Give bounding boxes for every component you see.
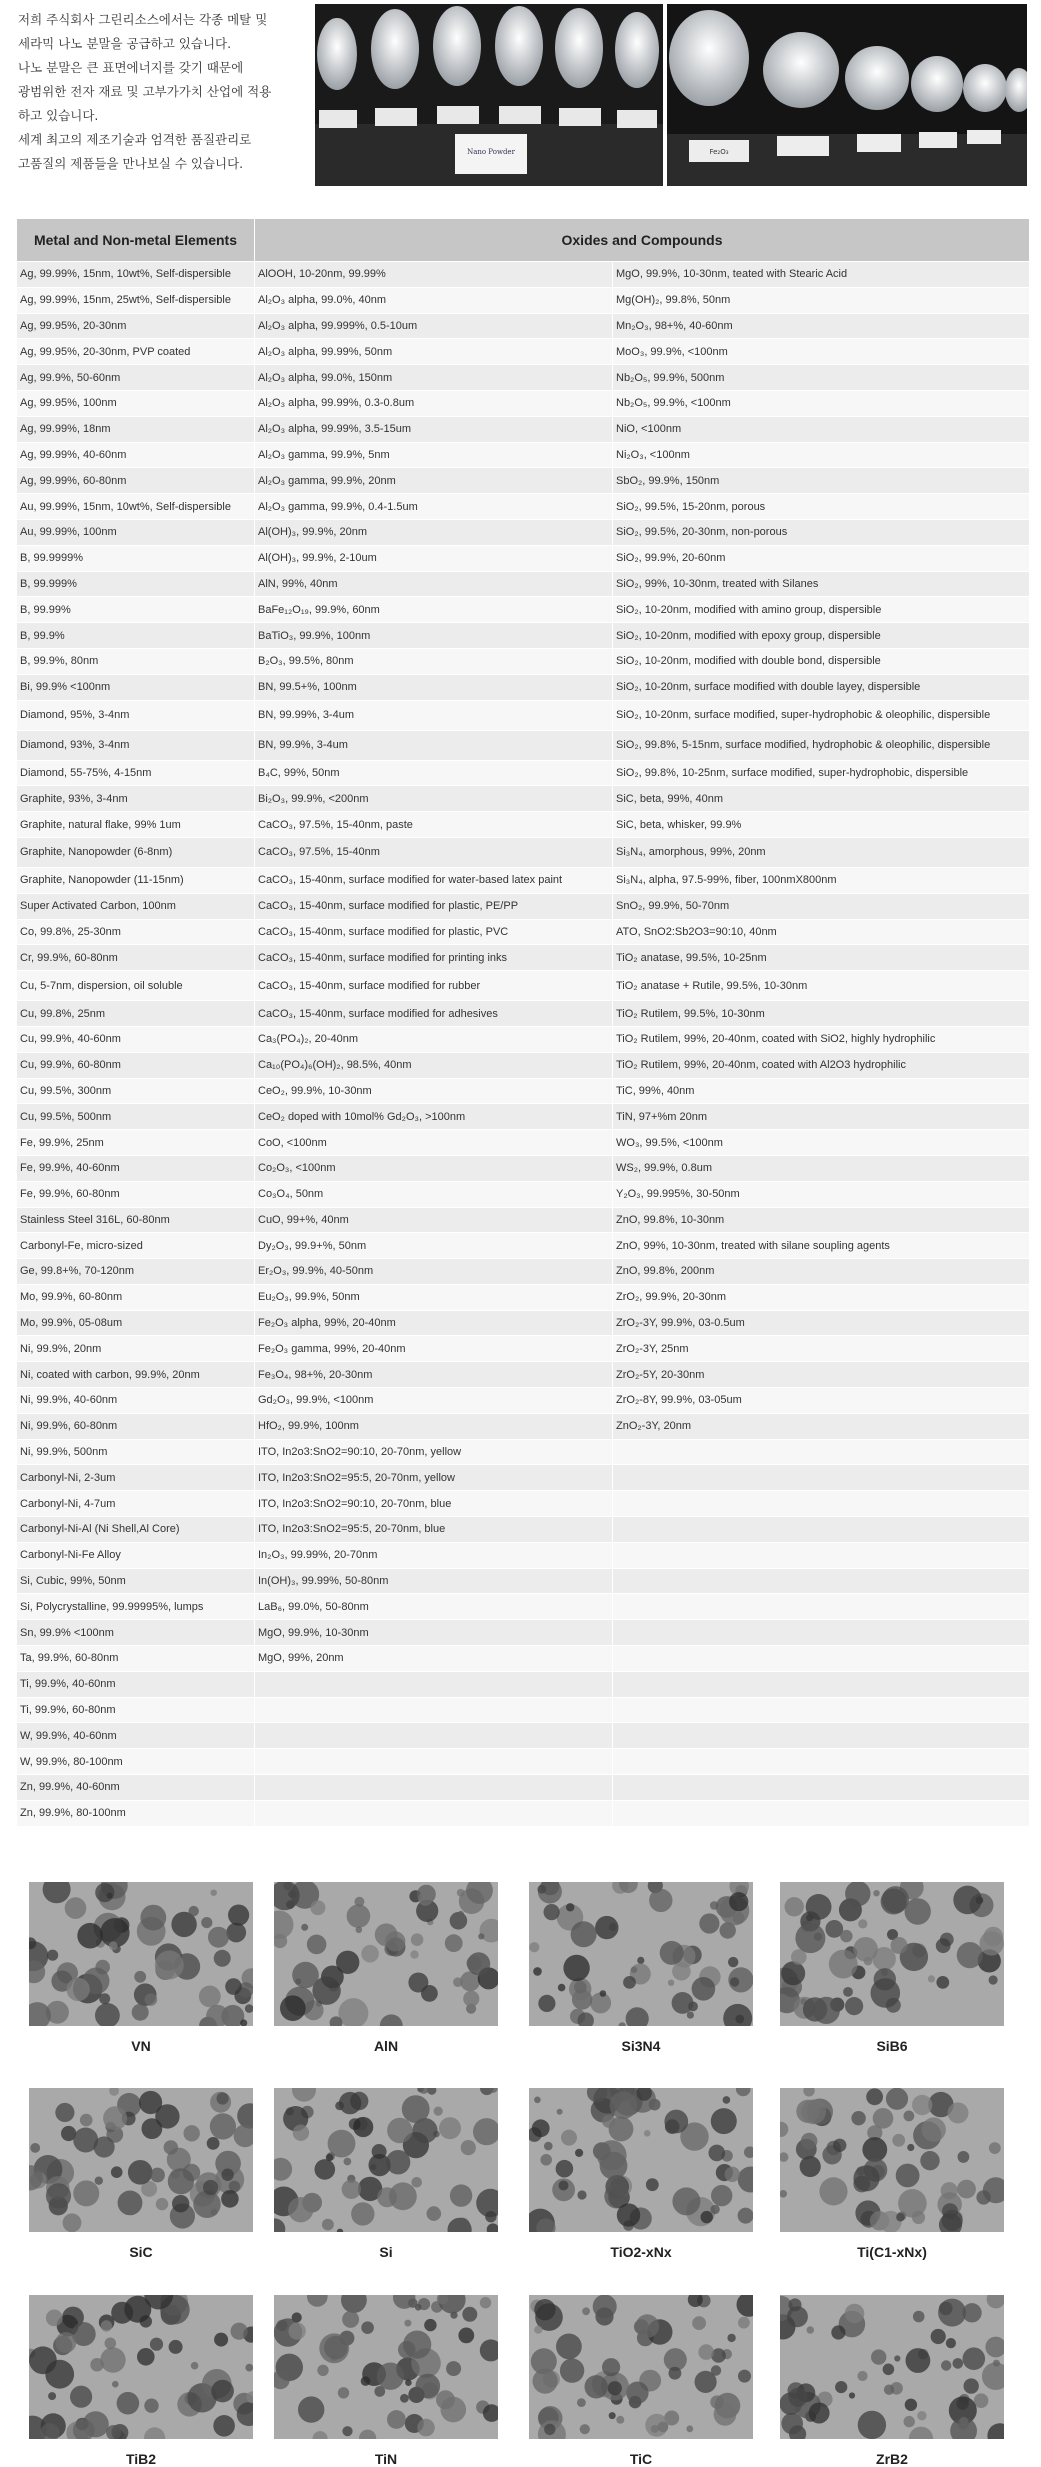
table-row	[17, 1775, 1030, 1801]
metal-element-cell: Carbonyl-Ni, 2-3um	[17, 1465, 255, 1491]
oxide-cell-b	[613, 1620, 1030, 1646]
table-row	[17, 1259, 1030, 1285]
oxide-cell-a: ITO, In2o3:SnO2=90:10, 20-70nm, blue	[255, 1491, 613, 1517]
metal-element-cell: Diamond, 95%, 3-4nm	[17, 700, 255, 730]
table-row	[17, 1800, 1030, 1826]
metal-element-cell: Carbonyl-Ni-Al (Ni Shell,Al Core)	[17, 1517, 255, 1543]
oxide-cell-b: Si₃N₄, alpha, 97.5-99%, fiber, 100nmX800nm	[613, 867, 1030, 893]
header-metal-elements: Metal and Non-metal Elements	[17, 219, 255, 262]
metal-element-cell: Ag, 99.99%, 15nm, 25wt%, Self-dispersible	[17, 287, 255, 313]
table-row	[17, 1749, 1030, 1775]
oxide-cell-b: ZnO, 99.8%, 200nm	[613, 1259, 1030, 1285]
metal-element-cell: Ni, 99.9%, 60-80nm	[17, 1413, 255, 1439]
oxide-cell-b	[613, 1800, 1030, 1826]
oxide-cell-b: MoO₃, 99.9%, <100nm	[613, 339, 1030, 365]
oxide-cell-a: Fe₂O₃ alpha, 99%, 20-40nm	[255, 1310, 613, 1336]
table-row	[17, 287, 1030, 313]
oxide-cell-a: CaCO₃, 15-40nm, surface modified for plastic, PE/PP	[255, 893, 613, 919]
oxide-cell-b: TiN, 97+%m 20nm	[613, 1104, 1030, 1130]
oxide-cell-b: ZrO₂-3Y, 99.9%, 03-0.5um	[613, 1310, 1030, 1336]
photo-label: Nano Powder	[467, 148, 515, 156]
table-row	[17, 1413, 1030, 1439]
oxide-cell-b: ZnO₂-3Y, 20nm	[613, 1413, 1030, 1439]
tem-caption: SiC	[129, 2244, 153, 2260]
tem-micrograph	[529, 2295, 753, 2439]
oxide-cell-b	[613, 1542, 1030, 1568]
metal-element-cell: B, 99.9999%	[17, 545, 255, 571]
oxide-cell-a: CaCO₃, 15-40nm, surface modified for plastic, PVC	[255, 919, 613, 945]
oxide-cell-a: Er₂O₃, 99.9%, 40-50nm	[255, 1259, 613, 1285]
table-row	[17, 812, 1030, 838]
table-row	[17, 494, 1030, 520]
oxide-cell-b: SiO₂, 10-20nm, surface modified, super-hydrophobic & oleophilic, dispersible	[613, 700, 1030, 730]
table-row	[17, 1568, 1030, 1594]
table-row	[17, 1233, 1030, 1259]
metal-element-cell: Carbonyl-Ni, 4-7um	[17, 1491, 255, 1517]
oxide-cell-b: ZnO, 99.8%, 10-30nm	[613, 1207, 1030, 1233]
oxide-cell-a: In(OH)₃, 99.99%, 50-80nm	[255, 1568, 613, 1594]
metal-element-cell: Ni, 99.9%, 20nm	[17, 1336, 255, 1362]
oxide-cell-a: Al₂O₃ alpha, 99.99%, 50nm	[255, 339, 613, 365]
oxide-cell-b: Mn₂O₃, 98+%, 40-60nm	[613, 313, 1030, 339]
tem-micrograph	[780, 2295, 1004, 2439]
table-row	[17, 893, 1030, 919]
metal-element-cell: Au, 99.99%, 100nm	[17, 519, 255, 545]
oxide-cell-a: Eu₂O₃, 99.9%, 50nm	[255, 1284, 613, 1310]
tem-micrograph	[529, 1882, 753, 2026]
oxide-cell-b: ZnO, 99%, 10-30nm, treated with silane soupling agents	[613, 1233, 1030, 1259]
metal-element-cell: Fe, 99.9%, 25nm	[17, 1130, 255, 1156]
oxide-cell-b: ATO, SnO2:Sb2O3=90:10, 40nm	[613, 919, 1030, 945]
metal-element-cell: Ta, 99.9%, 60-80nm	[17, 1646, 255, 1672]
table-row	[17, 1465, 1030, 1491]
oxide-cell-a: Co₂O₃, <100nm	[255, 1155, 613, 1181]
oxide-cell-a: BN, 99.9%, 3-4um	[255, 730, 613, 760]
oxide-cell-a: Al₂O₃ alpha, 99.99%, 3.5-15um	[255, 416, 613, 442]
metal-element-cell: Cu, 99.5%, 500nm	[17, 1104, 255, 1130]
metal-element-cell: Ag, 99.99%, 60-80nm	[17, 468, 255, 494]
table-row	[17, 648, 1030, 674]
metal-element-cell: Bi, 99.9% <100nm	[17, 674, 255, 700]
table-row	[17, 867, 1030, 893]
table-row	[17, 313, 1030, 339]
oxide-cell-b	[613, 1568, 1030, 1594]
oxide-cell-a	[255, 1800, 613, 1826]
oxide-cell-a	[255, 1723, 613, 1749]
oxide-cell-b: SnO₂, 99.9%, 50-70nm	[613, 893, 1030, 919]
tem-image-card	[780, 2295, 1004, 2467]
oxide-cell-a: B₂O₃, 99.5%, 80nm	[255, 648, 613, 674]
oxide-cell-b: SiO₂, 99.8%, 5-15nm, surface modified, hydrophobic & oleophilic, dispersible	[613, 730, 1030, 760]
oxide-cell-a: Al(OH)₃, 99.9%, 20nm	[255, 519, 613, 545]
metal-element-cell: Stainless Steel 316L, 60-80nm	[17, 1207, 255, 1233]
oxide-cell-a: ITO, In2o3:SnO2=90:10, 20-70nm, yellow	[255, 1439, 613, 1465]
metal-element-cell: Ag, 99.9%, 50-60nm	[17, 365, 255, 391]
table-row	[17, 1388, 1030, 1414]
table-row	[17, 571, 1030, 597]
metal-element-cell: B, 99.999%	[17, 571, 255, 597]
intro-line: 하고 있습니다.	[18, 108, 99, 123]
tem-image-card	[780, 1882, 1004, 2054]
oxide-cell-a: Fe₂O₃ gamma, 99%, 20-40nm	[255, 1336, 613, 1362]
metal-element-cell: Zn, 99.9%, 40-60nm	[17, 1775, 255, 1801]
metal-element-cell: Ti, 99.9%, 60-80nm	[17, 1697, 255, 1723]
tem-micrograph	[529, 2088, 753, 2232]
table-row	[17, 1104, 1030, 1130]
metal-element-cell: Cu, 99.5%, 300nm	[17, 1078, 255, 1104]
oxide-cell-b	[613, 1775, 1030, 1801]
table-row	[17, 545, 1030, 571]
metal-element-cell: Ag, 99.99%, 40-60nm	[17, 442, 255, 468]
intro-line: 세라믹 나노 분말을 공급하고 있습니다.	[18, 36, 232, 51]
oxide-cell-b	[613, 1491, 1030, 1517]
oxide-cell-b	[613, 1749, 1030, 1775]
oxide-cell-b	[613, 1465, 1030, 1491]
metal-element-cell: Fe, 99.9%, 60-80nm	[17, 1181, 255, 1207]
oxide-cell-b	[613, 1723, 1030, 1749]
metal-element-cell: Carbonyl-Ni-Fe Alloy	[17, 1542, 255, 1568]
table-row	[17, 1723, 1030, 1749]
oxide-cell-b: NiO, <100nm	[613, 416, 1030, 442]
tem-image-card	[529, 1882, 753, 2054]
table-row	[17, 919, 1030, 945]
table-row	[17, 442, 1030, 468]
metal-element-cell: Ni, coated with carbon, 99.9%, 20nm	[17, 1362, 255, 1388]
tem-caption: TiO2-xNx	[610, 2244, 672, 2260]
tem-image-card	[780, 2088, 1004, 2260]
metal-element-cell: B, 99.9%	[17, 623, 255, 649]
table-row	[17, 730, 1030, 760]
metal-element-cell: Ge, 99.8+%, 70-120nm	[17, 1259, 255, 1285]
table-row	[17, 1491, 1030, 1517]
oxide-cell-a: CaCO₃, 97.5%, 15-40nm	[255, 837, 613, 867]
tem-micrograph	[780, 2088, 1004, 2232]
table-row	[17, 700, 1030, 730]
powder-jars-photo-right	[667, 4, 1027, 186]
table-row	[17, 1362, 1030, 1388]
oxide-cell-b: Ni₂O₃, <100nm	[613, 442, 1030, 468]
table-row	[17, 519, 1030, 545]
oxide-cell-a: Al₂O₃ gamma, 99.9%, 5nm	[255, 442, 613, 468]
oxide-cell-b: SiC, beta, 99%, 40nm	[613, 786, 1030, 812]
oxide-cell-a: CaCO₃, 15-40nm, surface modified for adhesives	[255, 1001, 613, 1027]
oxide-cell-a: Co₃O₄, 50nm	[255, 1181, 613, 1207]
oxide-cell-b: SiO₂, 10-20nm, modified with epoxy group, dispersible	[613, 623, 1030, 649]
metal-element-cell: Ag, 99.99%, 15nm, 10wt%, Self-dispersible	[17, 262, 255, 288]
tem-caption: AlN	[373, 2038, 399, 2054]
photo-label-right: Fe₂O₃	[709, 148, 729, 156]
oxide-cell-a: BN, 99.5+%, 100nm	[255, 674, 613, 700]
table-row	[17, 390, 1030, 416]
table-row	[17, 1001, 1030, 1027]
oxide-cell-a: Al₂O₃ gamma, 99.9%, 0.4-1.5um	[255, 494, 613, 520]
tem-micrograph	[780, 1882, 1004, 2026]
table-row	[17, 1310, 1030, 1336]
table-row	[17, 1284, 1030, 1310]
table-row	[17, 1155, 1030, 1181]
oxide-cell-b: Nb₂O₅, 99.9%, <100nm	[613, 390, 1030, 416]
table-row	[17, 760, 1030, 786]
intro-line: 고품질의 제품들을 만나보실 수 있습니다.	[18, 156, 244, 171]
tem-image-card	[29, 2295, 253, 2467]
tem-micrograph	[29, 2295, 253, 2439]
metal-element-cell: Super Activated Carbon, 100nm	[17, 893, 255, 919]
oxide-cell-b: SiO₂, 99.5%, 20-30nm, non-porous	[613, 519, 1030, 545]
metal-element-cell: Cr, 99.9%, 60-80nm	[17, 945, 255, 971]
oxide-cell-b: ZrO₂-3Y, 25nm	[613, 1336, 1030, 1362]
table-row	[17, 1646, 1030, 1672]
oxide-cell-a: MgO, 99%, 20nm	[255, 1646, 613, 1672]
oxide-cell-b: ZrO₂, 99.9%, 20-30nm	[613, 1284, 1030, 1310]
metal-element-cell: Ag, 99.95%, 100nm	[17, 390, 255, 416]
oxide-cell-a: Fe₃O₄, 98+%, 20-30nm	[255, 1362, 613, 1388]
table-row	[17, 416, 1030, 442]
tem-image-card	[529, 2295, 753, 2467]
oxide-cell-b: MgO, 99.9%, 10-30nm, teated with Stearic Acid	[613, 262, 1030, 288]
oxide-cell-b: SiO₂, 10-20nm, modified with double bond, dispersible	[613, 648, 1030, 674]
metal-element-cell: Co, 99.8%, 25-30nm	[17, 919, 255, 945]
metal-element-cell: Diamond, 93%, 3-4nm	[17, 730, 255, 760]
oxide-cell-b	[613, 1697, 1030, 1723]
oxide-cell-b: TiO₂ Rutilem, 99.5%, 10-30nm	[613, 1001, 1030, 1027]
oxide-cell-b: SiO₂, 10-20nm, modified with amino group, dispersible	[613, 597, 1030, 623]
metal-element-cell: Graphite, 93%, 3-4nm	[17, 786, 255, 812]
tem-micrograph	[29, 1882, 253, 2026]
oxide-cell-b: SbO₂, 99.9%, 150nm	[613, 468, 1030, 494]
tem-caption: SiB6	[876, 2038, 908, 2054]
oxide-cell-b: SiO₂, 99%, 10-30nm, treated with Silanes	[613, 571, 1030, 597]
oxide-cell-b: SiC, beta, whisker, 99.9%	[613, 812, 1030, 838]
table-row	[17, 365, 1030, 391]
oxide-cell-a: Gd₂O₃, 99.9%, <100nm	[255, 1388, 613, 1414]
oxide-cell-a: Al(OH)₃, 99.9%, 2-10um	[255, 545, 613, 571]
oxide-cell-b	[613, 1671, 1030, 1697]
oxide-cell-b: ZrO₂-8Y, 99.9%, 03-05um	[613, 1388, 1030, 1414]
metal-element-cell: Cu, 99.9%, 40-60nm	[17, 1026, 255, 1052]
oxide-cell-a: BN, 99.99%, 3-4um	[255, 700, 613, 730]
tem-caption: TiB2	[125, 2451, 157, 2467]
oxide-cell-b	[613, 1646, 1030, 1672]
table-row	[17, 1697, 1030, 1723]
intro-line: 광범위한 전자 재료 및 고부가가치 산업에 적용	[18, 84, 272, 99]
oxide-cell-a: Ca₃(PO₄)₂, 20-40nm	[255, 1026, 613, 1052]
metal-element-cell: Ag, 99.95%, 20-30nm	[17, 313, 255, 339]
tem-caption: Ti(C1-xNx)	[857, 2244, 927, 2260]
oxide-cell-b: TiC, 99%, 40nm	[613, 1078, 1030, 1104]
intro-text	[18, 8, 313, 176]
oxide-cell-a: Al₂O₃ gamma, 99.9%, 20nm	[255, 468, 613, 494]
intro-line: 나노 분말은 큰 표면에너지를 갖기 때문에	[18, 60, 244, 75]
tem-micrograph	[29, 2088, 253, 2232]
oxide-cell-a: ITO, In2o3:SnO2=95:5, 20-70nm, blue	[255, 1517, 613, 1543]
tem-image-card	[529, 2088, 753, 2260]
tem-caption: ZrB2	[876, 2451, 908, 2467]
metal-element-cell: W, 99.9%, 40-60nm	[17, 1723, 255, 1749]
oxide-cell-b: WO₃, 99.5%, <100nm	[613, 1130, 1030, 1156]
oxide-cell-a	[255, 1775, 613, 1801]
oxide-cell-b: TiO₂ Rutilem, 99%, 20-40nm, coated with Al2O3 hydrophilic	[613, 1052, 1030, 1078]
metal-element-cell: W, 99.9%, 80-100nm	[17, 1749, 255, 1775]
oxide-cell-a: CeO₂, 99.9%, 10-30nm	[255, 1078, 613, 1104]
oxide-cell-a	[255, 1697, 613, 1723]
tem-micrograph	[274, 2295, 498, 2439]
oxide-cell-b: SiO₂, 99.8%, 10-25nm, surface modified, super-hydrophobic, dispersible	[613, 760, 1030, 786]
metal-element-cell: Si, Polycrystalline, 99.99995%, lumps	[17, 1594, 255, 1620]
table-row	[17, 1078, 1030, 1104]
oxide-cell-b	[613, 1594, 1030, 1620]
metal-element-cell: Ni, 99.9%, 40-60nm	[17, 1388, 255, 1414]
powder-jars-photo-left	[315, 4, 663, 186]
metal-element-cell: Ni, 99.9%, 500nm	[17, 1439, 255, 1465]
oxide-cell-a: LaB₆, 99.0%, 50-80nm	[255, 1594, 613, 1620]
table-row	[17, 262, 1030, 288]
metal-element-cell: B, 99.9%, 80nm	[17, 648, 255, 674]
table-row	[17, 1207, 1030, 1233]
oxide-cell-a: Ca₁₀(PO₄)₆(OH)₂, 98.5%, 40nm	[255, 1052, 613, 1078]
oxide-cell-b: SiO₂, 10-20nm, surface modified with double layey, dispersible	[613, 674, 1030, 700]
oxide-cell-a: CaCO₃, 15-40nm, surface modified for rubber	[255, 971, 613, 1001]
oxide-cell-a: Bi₂O₃, 99.9%, <200nm	[255, 786, 613, 812]
tem-caption: TiN	[374, 2451, 398, 2467]
metal-element-cell: Ag, 99.99%, 18nm	[17, 416, 255, 442]
oxide-cell-b: TiO₂ Rutilem, 99%, 20-40nm, coated with SiO2, highly hydrophilic	[613, 1026, 1030, 1052]
oxide-cell-a: Dy₂O₃, 99.9+%, 50nm	[255, 1233, 613, 1259]
table-row	[17, 623, 1030, 649]
oxide-cell-a: HfO₂, 99.9%, 100nm	[255, 1413, 613, 1439]
oxide-cell-b: WS₂, 99.9%, 0.8um	[613, 1155, 1030, 1181]
oxide-cell-b: TiO₂ anatase + Rutile, 99.5%, 10-30nm	[613, 971, 1030, 1001]
intro-line: 세계 최고의 제조기술과 엄격한 품질관리로	[18, 132, 252, 147]
tem-image-card	[29, 1882, 253, 2054]
oxide-cell-a: B₄C, 99%, 50nm	[255, 760, 613, 786]
oxide-cell-a: CaCO₃, 15-40nm, surface modified for water-based latex paint	[255, 867, 613, 893]
table-row	[17, 597, 1030, 623]
metal-element-cell: Ti, 99.9%, 40-60nm	[17, 1671, 255, 1697]
metal-element-cell: Cu, 99.9%, 60-80nm	[17, 1052, 255, 1078]
table-row	[17, 1594, 1030, 1620]
table-row	[17, 971, 1030, 1001]
oxide-cell-a: Al₂O₃ alpha, 99.999%, 0.5-10um	[255, 313, 613, 339]
oxide-cell-b: Y₂O₃, 99.995%, 30-50nm	[613, 1181, 1030, 1207]
oxide-cell-a: AlOOH, 10-20nm, 99.99%	[255, 262, 613, 288]
oxide-cell-a: CeO₂ doped with 10mol% Gd₂O₃, >100nm	[255, 1104, 613, 1130]
oxide-cell-b	[613, 1439, 1030, 1465]
table-row	[17, 945, 1030, 971]
table-row	[17, 1130, 1030, 1156]
table-row	[17, 1026, 1030, 1052]
metal-element-cell: Mo, 99.9%, 60-80nm	[17, 1284, 255, 1310]
oxide-cell-b: SiO₂, 99.5%, 15-20nm, porous	[613, 494, 1030, 520]
oxide-cell-a: Al₂O₃ alpha, 99.0%, 40nm	[255, 287, 613, 313]
table-row	[17, 1542, 1030, 1568]
tem-image-card	[274, 2088, 498, 2260]
metal-element-cell: Mo, 99.9%, 05-08um	[17, 1310, 255, 1336]
tem-caption: VN	[131, 2038, 151, 2054]
table-row	[17, 786, 1030, 812]
metal-element-cell: Ag, 99.95%, 20-30nm, PVP coated	[17, 339, 255, 365]
oxide-cell-b: Mg(OH)₂, 99.8%, 50nm	[613, 287, 1030, 313]
oxide-cell-a: BaFe₁₂O₁₉, 99.9%, 60nm	[255, 597, 613, 623]
oxide-cell-b: SiO₂, 99.9%, 20-60nm	[613, 545, 1030, 571]
metal-element-cell: Au, 99.99%, 15nm, 10wt%, Self-dispersible	[17, 494, 255, 520]
oxide-cell-a	[255, 1671, 613, 1697]
table-row	[17, 1181, 1030, 1207]
tem-image-card	[274, 2295, 498, 2467]
oxide-cell-b: Si₃N₄, amorphous, 99%, 20nm	[613, 837, 1030, 867]
oxide-cell-b	[613, 1517, 1030, 1543]
oxide-cell-a: CaCO₃, 97.5%, 15-40nm, paste	[255, 812, 613, 838]
metal-element-cell: Cu, 5-7nm, dispersion, oil soluble	[17, 971, 255, 1001]
metal-element-cell: B, 99.99%	[17, 597, 255, 623]
table-row	[17, 1336, 1030, 1362]
oxide-cell-a: AlN, 99%, 40nm	[255, 571, 613, 597]
tem-caption: TiC	[629, 2451, 653, 2467]
oxide-cell-b: Nb₂O₅, 99.9%, 500nm	[613, 365, 1030, 391]
oxide-cell-a: BaTiO₃, 99.9%, 100nm	[255, 623, 613, 649]
table-row	[17, 339, 1030, 365]
table-row	[17, 1517, 1030, 1543]
oxide-cell-b: TiO₂ anatase, 99.5%, 10-25nm	[613, 945, 1030, 971]
metal-element-cell: Graphite, Nanopowder (6-8nm)	[17, 837, 255, 867]
metal-element-cell: Sn, 99.9% <100nm	[17, 1620, 255, 1646]
oxide-cell-a: Al₂O₃ alpha, 99.0%, 150nm	[255, 365, 613, 391]
table-row	[17, 674, 1030, 700]
metal-element-cell: Diamond, 55-75%, 4-15nm	[17, 760, 255, 786]
metal-element-cell: Fe, 99.9%, 40-60nm	[17, 1155, 255, 1181]
tem-caption: Si	[379, 2244, 393, 2260]
intro-line: 저희 주식회사 그린리소스에서는 각종 메탈 및	[18, 12, 268, 27]
oxide-cell-a: Al₂O₃ alpha, 99.99%, 0.3-0.8um	[255, 390, 613, 416]
products-table	[16, 218, 1030, 1827]
metal-element-cell: Cu, 99.8%, 25nm	[17, 1001, 255, 1027]
table-row	[17, 1620, 1030, 1646]
metal-element-cell: Carbonyl-Fe, micro-sized	[17, 1233, 255, 1259]
oxide-cell-a: CuO, 99+%, 40nm	[255, 1207, 613, 1233]
oxide-cell-a: In₂O₃, 99.99%, 20-70nm	[255, 1542, 613, 1568]
metal-element-cell: Graphite, natural flake, 99% 1um	[17, 812, 255, 838]
oxide-cell-a	[255, 1749, 613, 1775]
oxide-cell-b: ZrO₂-5Y, 20-30nm	[613, 1362, 1030, 1388]
table-row	[17, 1671, 1030, 1697]
table-row	[17, 468, 1030, 494]
table-row	[17, 1052, 1030, 1078]
metal-element-cell: Zn, 99.9%, 80-100nm	[17, 1800, 255, 1826]
tem-image-card	[274, 1882, 498, 2054]
metal-element-cell: Graphite, Nanopowder (11-15nm)	[17, 867, 255, 893]
oxide-cell-a: CaCO₃, 15-40nm, surface modified for printing inks	[255, 945, 613, 971]
table-row	[17, 1439, 1030, 1465]
tem-micrograph	[274, 2088, 498, 2232]
tem-image-card	[29, 2088, 253, 2260]
oxide-cell-a: CoO, <100nm	[255, 1130, 613, 1156]
metal-element-cell: Si, Cubic, 99%, 50nm	[17, 1568, 255, 1594]
tem-micrograph	[274, 1882, 498, 2026]
tem-caption: Si3N4	[621, 2038, 661, 2054]
oxide-cell-a: MgO, 99.9%, 10-30nm	[255, 1620, 613, 1646]
products-table-body	[17, 262, 1030, 1827]
oxide-cell-a: ITO, In2o3:SnO2=95:5, 20-70nm, yellow	[255, 1465, 613, 1491]
table-row	[17, 837, 1030, 867]
header-oxides-compounds: Oxides and Compounds	[255, 219, 1030, 262]
